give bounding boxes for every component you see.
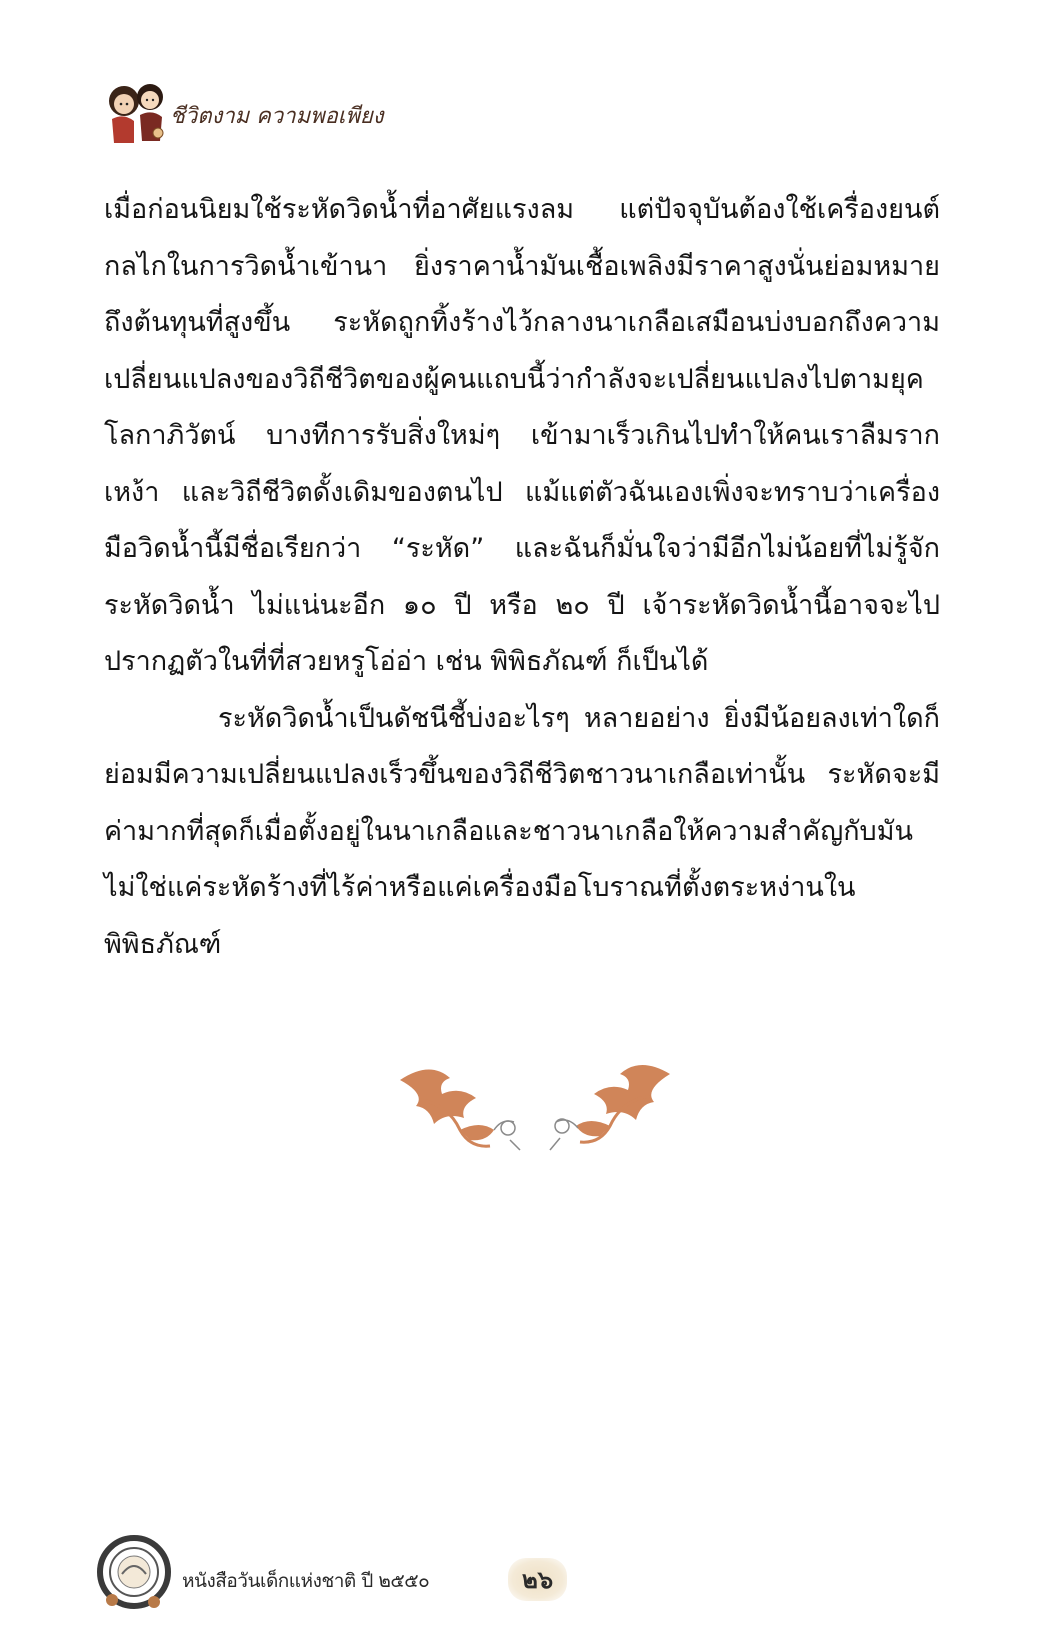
page-footer (96, 1528, 856, 1628)
two-children-illustration-icon (98, 71, 176, 149)
floral-leaf-ornament-icon (390, 1060, 680, 1160)
circular-emblem-icon (96, 1534, 172, 1610)
body-text (104, 182, 940, 973)
paragraph-1: เมื่อก่อนนิยมใช้ระหัดวิดน้ำที่อาศัยแรงลม แต่ปัจจุบันต้องใช้เครื่องยนต์กลไกในการวิดน้ำเข้านา ยิ่งราคาน้ำมันเชื้อเพลิงมีราคาสูงนั่นย่อมหมายถึงต้นทุนที่สูงขึ้น ระหัดถูกทิ้งร้างไว้กลางนาเกลือเสมือนบ่งบอกถึงความเปลี่ยนแปลงของวิถีชีวิตของผู้คนแถบนี้ว่ากำลังจะเปลี่ยนแปลงไปตามยุคโลกาภิวัตน์ บางทีการรับสิ่งใหม่ๆ เข้ามาเร็วเกินไปทำให้คนเราลืมรากเหง้า และวิถีชีวิตดั้งเดิมของตนไป แม้แต่ตัวฉันเองเพิ่งจะทราบว่าเครื่องมือวิดน้ำนี้มีชื่อเรียกว่า “ระหัด” และฉันก็มั่นใจว่ามีอีกไม่น้อยที่ไม่รู้จัก ระหัดวิดน้ำ ไม่แน่นะอีก ๑๐ ปี หรือ ๒๐ ปี เจ้าระหัดวิดน้ำนี้อาจจะไปปรากฏตัวในที่ที่สวยหรูโอ่อ่า เช่น พิพิธภัณฑ์ ก็เป็นได้ (104, 194, 940, 677)
header-title: ชีวิตงาม ความพอเพียง (170, 103, 384, 129)
running-header (98, 70, 383, 150)
paragraph-2: ระหัดวิดน้ำเป็นดัชนีชี้บ่งอะไรๆ หลายอย่าง ยิ่งมีน้อยลงเท่าใดก็ย่อมมีความเปลี่ยนแปลงเร็วขึ้นของวิถีชีวิตชาวนาเกลือเท่านั้น ระหัดจะมีค่ามากที่สุดก็เมื่อตั้งอยู่ในนาเกลือและชาวนาเกลือให้ความสำคัญกับมัน ไม่ใช่แค่ระหัดร้างที่ไร้ค่าหรือแค่เครื่องมือโบราณที่ตั้งตระหง่านในพิพิธภัณฑ์ (104, 702, 940, 960)
book-title: หนังสือวันเด็กแห่งชาติ ปี ๒๕๕๐ (182, 1570, 430, 1592)
page-number: ๒๖ (508, 1558, 567, 1601)
